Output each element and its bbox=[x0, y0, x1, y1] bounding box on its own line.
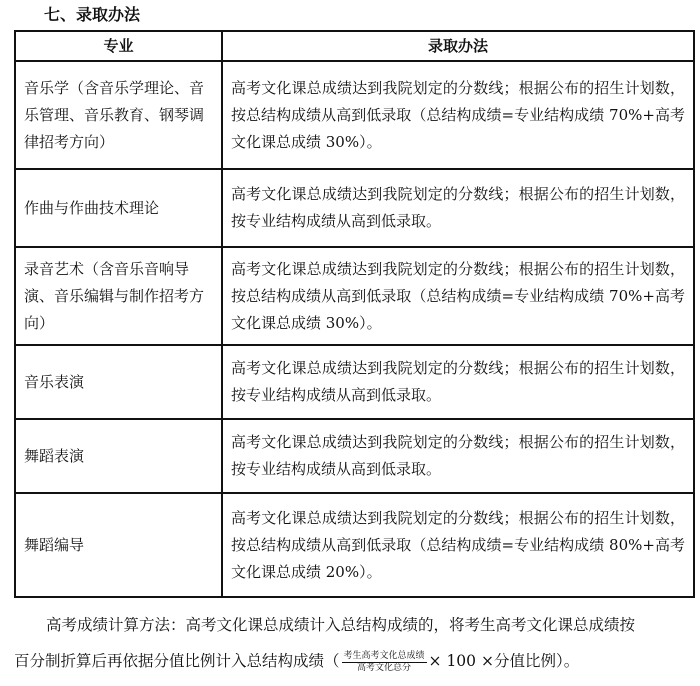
major-cell: 舞蹈编导 bbox=[15, 493, 222, 597]
calculation-note: 高考成绩计算方法：高考文化课总成绩计入总结构成绩的，将考生高考文化课总成绩按 bbox=[46, 616, 636, 634]
table-header-row bbox=[15, 31, 694, 61]
header-major: 专业 bbox=[15, 31, 222, 61]
table-row bbox=[15, 493, 694, 597]
method-cell: 高考文化课总成绩达到我院划定的分数线；根据公布的招生计划数，按专业结构成绩从高到低录取。 bbox=[222, 169, 694, 247]
formula-prefix: 百分制折算后再依据分值比例计入总结构成绩（ bbox=[14, 652, 340, 670]
table-row bbox=[15, 419, 694, 493]
header-method: 录取办法 bbox=[222, 31, 694, 61]
score-fraction bbox=[342, 651, 427, 674]
table-row bbox=[15, 169, 694, 247]
fraction-numerator: 考生高考文化总成绩 bbox=[343, 650, 425, 661]
admission-table bbox=[14, 30, 695, 598]
method-cell: 高考文化课总成绩达到我院划定的分数线；根据公布的招生计划数，按总结构成绩从高到低录取（总结构成绩=专业结构成绩 70%+高考文化课总成绩 30%）。 bbox=[222, 247, 694, 345]
table-row bbox=[15, 345, 694, 419]
major-cell: 音乐学（含音乐学理论、音乐管理、音乐教育、钢琴调律招考方向） bbox=[15, 61, 222, 169]
method-cell: 高考文化课总成绩达到我院划定的分数线；根据公布的招生计划数，按总结构成绩从高到低录取（总结构成绩=专业结构成绩 70%+高考文化课总成绩 30%）。 bbox=[222, 61, 694, 169]
table-row bbox=[15, 61, 694, 169]
method-cell: 高考文化课总成绩达到我院划定的分数线；根据公布的招生计划数，按专业结构成绩从高到低录取。 bbox=[222, 419, 694, 493]
section-title: 七、录取办法 bbox=[44, 5, 141, 24]
calculation-note-formula bbox=[14, 650, 690, 674]
method-cell: 高考文化课总成绩达到我院划定的分数线；根据公布的招生计划数，按总结构成绩从高到低录取（总结构成绩=专业结构成绩 80%+高考文化课总成绩 20%）。 bbox=[222, 493, 694, 597]
major-cell: 舞蹈表演 bbox=[15, 419, 222, 493]
major-cell: 作曲与作曲技术理论 bbox=[15, 169, 222, 247]
fraction-denominator: 高考文化总分 bbox=[357, 662, 412, 673]
table-row bbox=[15, 247, 694, 345]
formula-suffix: × 100 ×分值比例）。 bbox=[428, 652, 580, 670]
major-cell: 音乐表演 bbox=[15, 345, 222, 419]
method-cell: 高考文化课总成绩达到我院划定的分数线；根据公布的招生计划数，按专业结构成绩从高到低录取。 bbox=[222, 345, 694, 419]
major-cell: 录音艺术（含音乐音响导演、音乐编辑与制作招考方向） bbox=[15, 247, 222, 345]
